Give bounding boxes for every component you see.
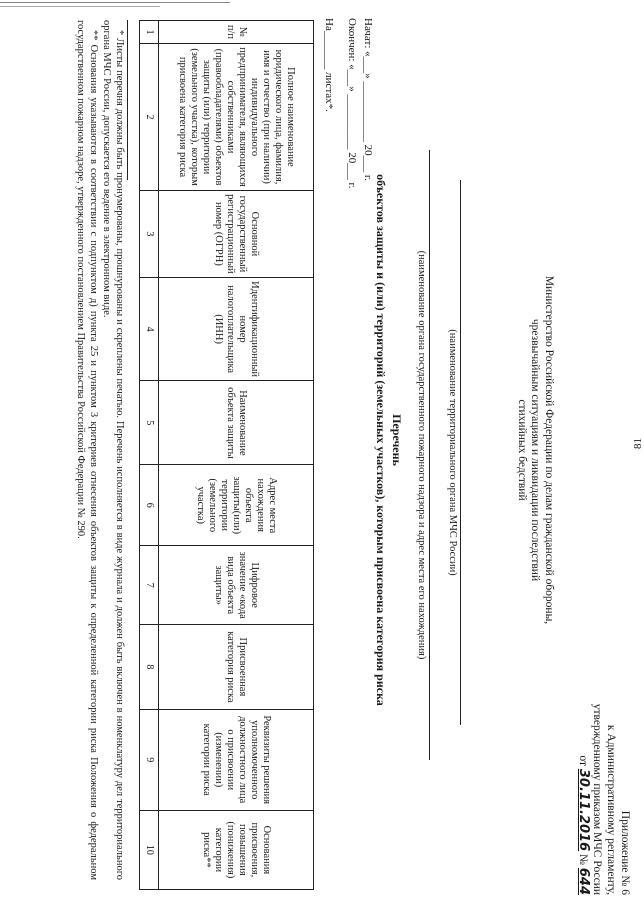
column-number: 2 — [140, 43, 159, 190]
supervision-body-caption: (наименование органа государственного пожарного надзора и адрес места его нахождения) — [416, 250, 427, 660]
column-header: Реквизиты решения уполномоченного должностного лица о присвоении (изменении) категории риска — [159, 709, 314, 810]
appendix-line: Приложение № 6 — [619, 810, 631, 895]
footnote-2: ** Основания указываются в соответствии с подпунктом д) пункта 25 и пунктом 3 критериев отнесения объектов защиты к определенной категории риска Положения о федеральном государственном пожарном надзоре, утвержденного постановлением Правительства Российской Федерации № 290. — [75, 20, 99, 880]
appendix-line: утвержденному приказом МЧС России — [591, 703, 603, 895]
number-prefix: № — [577, 854, 589, 865]
document-title: Перечень — [390, 414, 404, 466]
column-number: 4 — [140, 277, 159, 381]
column-header: Адрес места нахождения объекта защиты(или) территории (земельного участка) — [159, 465, 314, 546]
column-number: 7 — [140, 546, 159, 625]
appendix-date-line — [576, 704, 590, 895]
column-header: № п/п — [159, 21, 314, 44]
appendix-line: к Административному регламенту, — [605, 724, 617, 895]
ministry-line: стихийных бедствий — [516, 399, 528, 501]
footnote-separator — [127, 20, 128, 180]
footnote-1: * Листы перечня должны быть пронумерованы, прошнурованы и скреплены печатью. Перечень исполняется в виде журнала и должен быть включен в номенклатуру дел территориального органа МЧС России, допускается его ведение в электронном виде. — [101, 20, 125, 880]
column-number: 6 — [140, 465, 159, 546]
column-header: Присвоенная категория риска — [159, 625, 314, 709]
column-header: Цифровое значение «кода вида объекта защиты» — [159, 546, 314, 625]
register-table — [139, 20, 314, 890]
document-subtitle: объектов защиты и (или) территорий (земельных участков), которым присвоена категория риска — [374, 174, 388, 706]
started-date-field: Начат: «___» ___________ 20___ г. — [362, 18, 374, 181]
column-number: 5 — [140, 381, 159, 465]
column-number: 1 — [140, 21, 159, 44]
page-number: 81 — [632, 438, 644, 449]
column-number: 8 — [140, 625, 159, 709]
ministry-line: чрезвычайным ситуациям и ликвидации последствий — [529, 318, 542, 582]
ministry-heading — [515, 170, 556, 730]
fill-line — [460, 180, 461, 725]
column-header: Полное наименование юридического лица, фамилия, имя и отчество (при наличии) индивидуального предпринимателя, являющихся собственниками (правообладателями) объектов защиты (или) территории (земельного участка), которым присвоена категория риска — [159, 43, 314, 190]
handwritten-date: 30.11.2016 — [576, 768, 591, 852]
column-header: Основания присвоения, повышения (понижения) категории риска** — [159, 810, 314, 889]
column-number: 3 — [140, 191, 159, 278]
column-header: Основной государственный регистрационный номер (ОГРН) — [159, 191, 314, 278]
handwritten-number: 644 — [576, 867, 591, 895]
column-header: Идентификационный номер налогоплательщика (ИНН) — [159, 277, 314, 381]
footnotes — [74, 20, 126, 880]
territorial-body-caption: (наименование территориального органа МЧС России) — [447, 329, 458, 576]
table-header-row — [159, 21, 314, 890]
finished-date-field: Окончен: «___» __________ 20___ г. — [346, 18, 358, 189]
column-number: 9 — [140, 709, 159, 810]
appendix-header — [576, 704, 632, 895]
sheets-count-field: На_______ листах*. — [323, 18, 335, 112]
column-number: 10 — [140, 810, 159, 889]
table-number-row — [140, 21, 159, 890]
column-header: Наименование объекта защиты — [159, 381, 314, 465]
ministry-line: Министерство Российской Федерации по делам гражданской обороны, — [543, 275, 555, 625]
date-prefix: от — [577, 755, 589, 766]
fill-line — [429, 150, 430, 760]
